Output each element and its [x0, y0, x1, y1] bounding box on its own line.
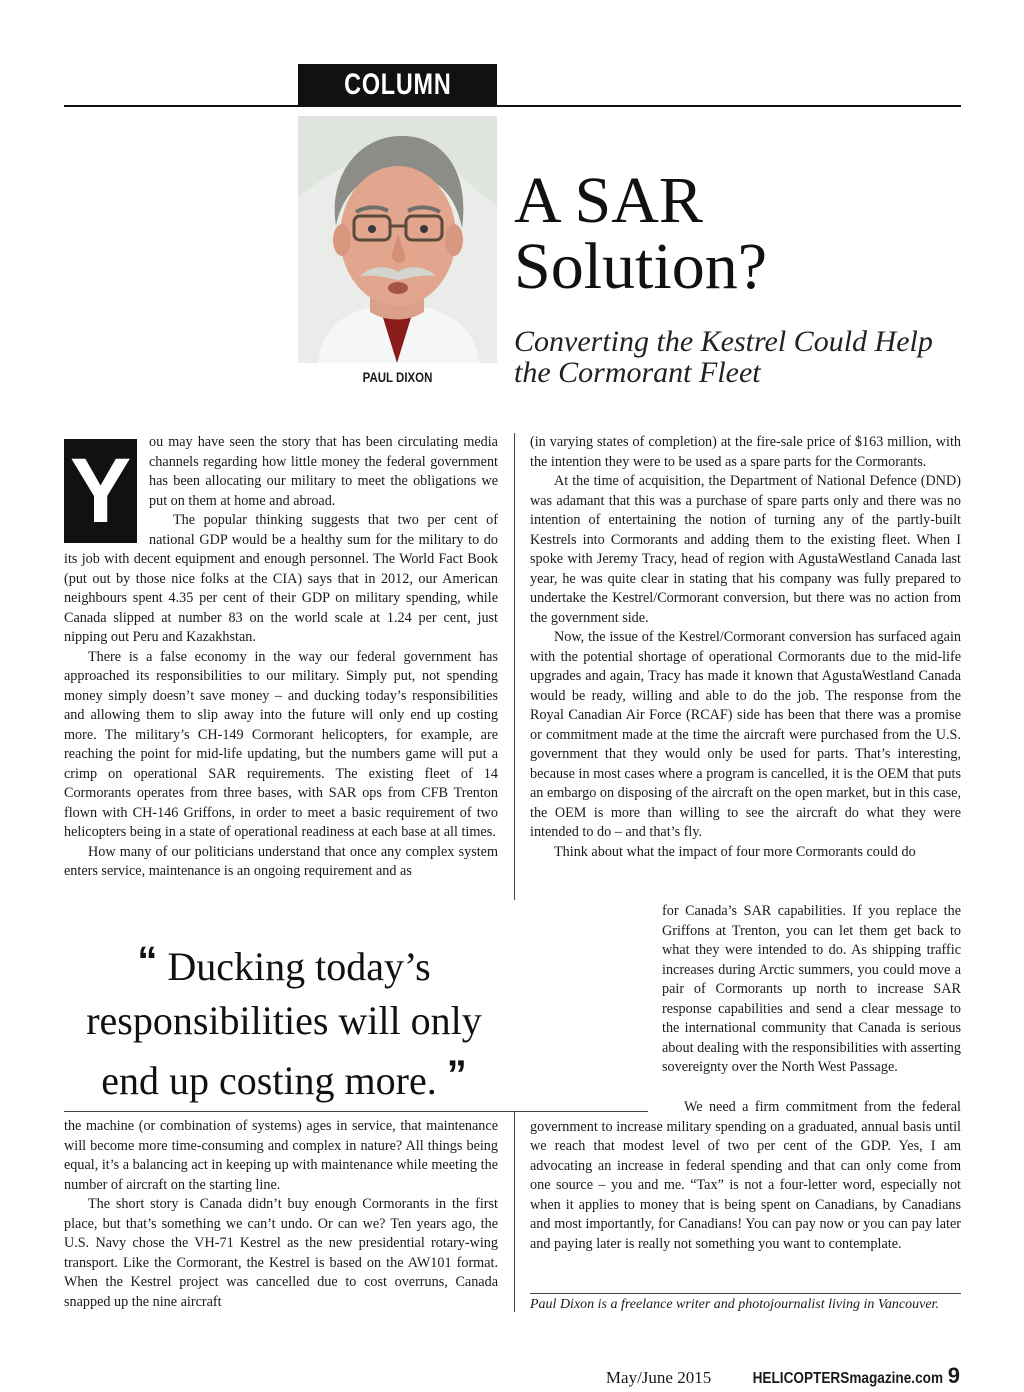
- article-deck: Converting the Kestrel Could Help the Cormorant Fleet: [514, 325, 933, 389]
- paragraph: How many of our politicians understand that once any complex system enters service, maintenance is an ongoing requirement and as: [64, 843, 498, 879]
- page-number: 9: [947, 1363, 960, 1388]
- paragraph: At the time of acquisition, the Department of National Defence (DND) was adamant that this was a purchase of spare parts only and there was no intention of entertaining the notion of turning any of the partly-built Kestrels into Cormorants and adding them to the existing fleet. When I spoke with Jeremy Tracy, head of region with AgustaWestland Canada last year, he was quite clear in stating that his company was fully prepared to undertake the Kestrel/Cormorant conversion, but there was no action from the government side.: [530, 473, 961, 626]
- headline-line-2: Solution?: [514, 230, 768, 303]
- top-rule: [64, 105, 961, 107]
- bio-rule: [530, 1293, 961, 1294]
- headline-line-1: A SAR: [514, 164, 703, 237]
- paragraph: The short story is Canada didn’t buy enough Cormorants in the first place, but that’s something we can’t undo. Or can we? Ten years ago, the U.S. Navy chose the VH-71 Kestrel as the new presidential rotary-wing transport. Like the Cormorant, the Kestrel is based on the AW101 format. When the Kestrel project was cancelled due to cost overruns, Canada snapped up the nine aircraft: [64, 1196, 498, 1310]
- paragraph: We need a firm commitment from the federal government to increase military spending on a graduated, annual basis until we reach that modest level of two per cent of the GDP. Yes, I am advocating an increase in federal spending and that can only come from one source – you and me. “Tax” is not a four-letter word, especially not when it applies to money that is being spent on Canadians, by Canadians and most importantly, for Canadians! You can pay now or you can pay later and paying later is really not something you want to contemplate.: [530, 1099, 961, 1252]
- drop-cap: Y: [64, 439, 137, 543]
- body-column-right-narrow: [662, 902, 961, 1078]
- paragraph: The popular thinking suggests that two per cent of national GDP would be a healthy sum for the military to do its job with decent equipment and enough personnel. The World Fact Book (put out by those nice folks at the CIA) says that in 2012, our American neighbours spent 4.35 per cent of their GDP on military spending, while Canada slipped at number 83 on the world scale at 1.24 per cent, just nipping out Peru and Kazakhstan.: [64, 512, 498, 645]
- magazine-website: HELICOPTERSmagazine.com: [753, 1370, 944, 1387]
- body-column-right-bottom: [530, 1098, 961, 1254]
- paragraph: (in varying states of completion) at the fire-sale price of $163 million, with the intention they were to be used as a spare parts for the Cormorants.: [530, 434, 961, 470]
- pull-quote: [64, 934, 504, 1108]
- author-bio: Paul Dixon is a freelance writer and photojournalist living in Vancouver.: [530, 1297, 939, 1312]
- column-divider: [514, 433, 515, 900]
- article-headline: [514, 164, 954, 303]
- paragraph: Now, the issue of the Kestrel/Cormorant conversion has surfaced again with the potential shortage of operational Cormorants due to the mid-life upgrades and again, Tracy has made it known that AgustaWestland Canada would be ready, willing and able to do the job. The response from the Royal Canadian Air Force (RCAF) side has been that there was a promise or commitment made at the time the aircraft were purchased from the U.S. government that they would only be used for parts. That’s interesting, because in most cases where a program is cancelled, it is the OEM that puts an embargo on disposing of the aircraft on the open market, but in this case, the OEM is more than willing to see the aircraft do what they were intended to do – and that’s fly.: [530, 629, 961, 840]
- paragraph: Think about what the impact of four more Cormorants could do: [554, 843, 916, 860]
- page-footer: [606, 1363, 960, 1389]
- column-divider: [514, 1112, 515, 1312]
- paragraph: the machine (or combination of systems) ages in service, that maintenance will become more time-consuming and complex in nature? All things being equal, it’s a balancing act in keeping up with maintenance while meeting the number of aircraft on the starting line.: [64, 1118, 498, 1193]
- paragraph: ou may have seen the story that has been circulating media channels regarding how little money the federal government has been allocating our military to meet the obligations we put on them at home and abroad.: [149, 434, 498, 509]
- photo-caption: PAUL DIXON: [362, 369, 433, 385]
- open-quote-mark: “: [137, 939, 158, 983]
- pull-quote-text: Ducking today’s responsibilities will only end up costing more.: [86, 944, 482, 1103]
- author-portrait-icon: [298, 116, 497, 363]
- issue-date: May/June 2015: [605, 1368, 712, 1387]
- body-column-right: [530, 433, 961, 862]
- close-quote-mark: ”: [446, 1053, 467, 1097]
- body-column-left-bottom: [64, 1117, 498, 1312]
- section-label: COLUMN: [298, 64, 497, 106]
- paragraph: for Canada’s SAR capabilities. If you replace the Griffons at Trenton, you can let them get back to what they were intended to do. As shipping traffic increases during Arctic summers, you could move a pair of Cormorants up north to increase SAR response capabilities and send a clear message to the international community that Canada is serious about dealing with the responsibilities with asserting sovereignty over the North West Passage.: [662, 903, 961, 1075]
- body-column-left-top: [64, 433, 498, 882]
- paragraph: There is a false economy in the way our federal government has approached its responsibilities to our military. Simply put, not spending money simply doesn’t save money – and ducking today’s responsibilities and allowing them to slip away into the future will only end up costing more. The military’s CH-149 Cormorant helicopters, for example, are reaching the point for mid-life updating, but the numbers game will put a crimp on operational SAR requirements. The existing fleet of 14 Cormorants operates from three bases, with SAR ops from CFB Trenton flown with CH-146 Griffons, in order to meet a basic requirement of two helicopters being in a state of operational readiness at each base at all times.: [64, 648, 498, 840]
- author-photo: [298, 116, 497, 363]
